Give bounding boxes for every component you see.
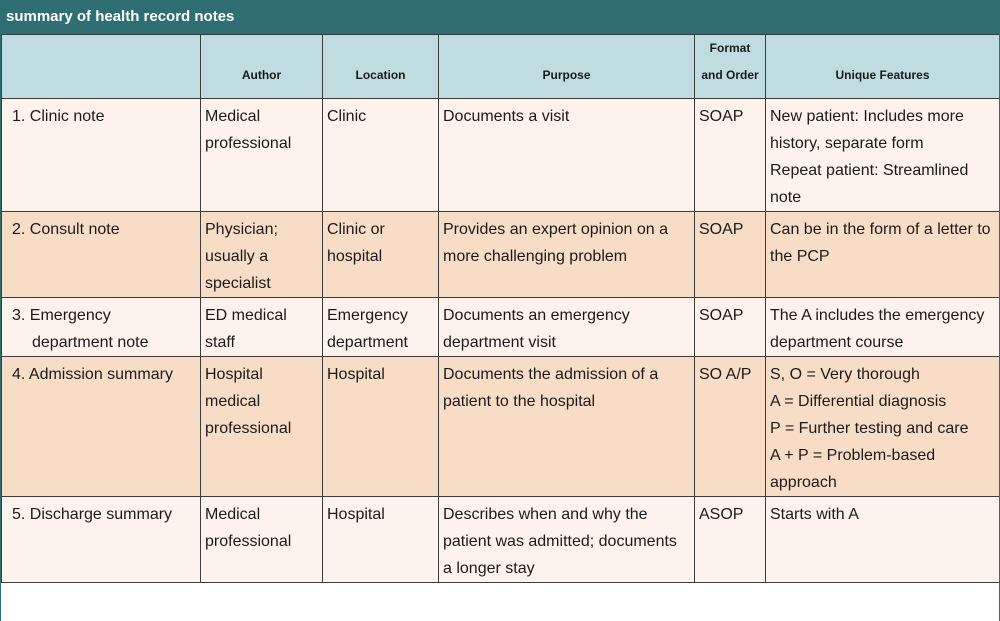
table-row-admission-summary: [2, 357, 1000, 497]
cell-note-type: [2, 357, 201, 497]
cell-note-type: [2, 212, 201, 298]
header-purpose: Purpose: [439, 35, 695, 99]
header-note-type: [2, 35, 201, 99]
cell-purpose: Describes when and why the patient was admitted; documents a longer stay: [439, 497, 695, 583]
cell-author: Medical professional: [201, 497, 323, 583]
cell-features: [766, 298, 1000, 357]
cell-format: SOAP: [695, 298, 766, 357]
cell-author: ED medical staff: [201, 298, 323, 357]
note-type-text: 3. Emergency department note: [12, 307, 149, 351]
feature-line: Repeat patient: Streamlined note: [770, 162, 969, 206]
feature-line: Starts with A: [770, 506, 859, 523]
cell-purpose: Documents the admission of a patient to the hospital: [439, 357, 695, 497]
feature-line: A = Differential diagnosis: [770, 393, 947, 410]
header-location: Location: [323, 35, 439, 99]
cell-features: [766, 99, 1000, 212]
cell-purpose: Provides an expert opinion on a more challenging problem: [439, 212, 695, 298]
header-row: [2, 35, 1000, 99]
cell-location: Clinic or hospital: [323, 212, 439, 298]
feature-line: Can be in the form of a letter to the PCP: [770, 221, 991, 265]
cell-author: Medical professional: [201, 99, 323, 212]
cell-features: [766, 212, 1000, 298]
cell-purpose: Documents a visit: [439, 99, 695, 212]
cell-location: Clinic: [323, 99, 439, 212]
header-features: Unique Features: [766, 35, 1000, 99]
cell-purpose: Documents an emergency department visit: [439, 298, 695, 357]
feature-line: A + P = Problem-based approach: [770, 447, 936, 491]
cell-format: SOAP: [695, 212, 766, 298]
note-type-text: 2. Consult note: [12, 221, 120, 238]
cell-features: [766, 357, 1000, 497]
cell-format: SOAP: [695, 99, 766, 212]
header-format: [695, 35, 766, 99]
cell-format: SO A/P: [695, 357, 766, 497]
note-type-text: 4. Admission summary: [12, 366, 173, 383]
note-type-text: 5. Discharge summary: [12, 506, 173, 523]
cell-location: Emergency department: [323, 298, 439, 357]
table-row-consult-note: [2, 212, 1000, 298]
feature-line: S, O = Very thorough: [770, 366, 920, 383]
summary-table: [1, 34, 1000, 583]
table-row-discharge-summary: [2, 497, 1000, 583]
feature-line: New patient: Includes more history, separate form: [770, 108, 964, 152]
note-type-text: 1. Clinic note: [12, 108, 105, 125]
cell-note-type: [2, 497, 201, 583]
feature-line: The A includes the emergency department course: [770, 307, 985, 351]
cell-note-type: [2, 99, 201, 212]
cell-location: Hospital: [323, 357, 439, 497]
cell-location: Hospital: [323, 497, 439, 583]
table-row-emergency-note: [2, 298, 1000, 357]
table-row-clinic-note: [2, 99, 1000, 212]
table-title: summary of health record notes: [1, 0, 999, 34]
cell-features: [766, 497, 1000, 583]
header-author: Author: [201, 35, 323, 99]
header-format-line2: and Order: [701, 68, 759, 82]
cell-note-type: [2, 298, 201, 357]
cell-author: Physician; usually a specialist: [201, 212, 323, 298]
feature-line: P = Further testing and care: [770, 420, 969, 437]
cell-format: ASOP: [695, 497, 766, 583]
header-format-line1: Format: [709, 41, 751, 55]
cell-author: Hospital medical professional: [201, 357, 323, 497]
